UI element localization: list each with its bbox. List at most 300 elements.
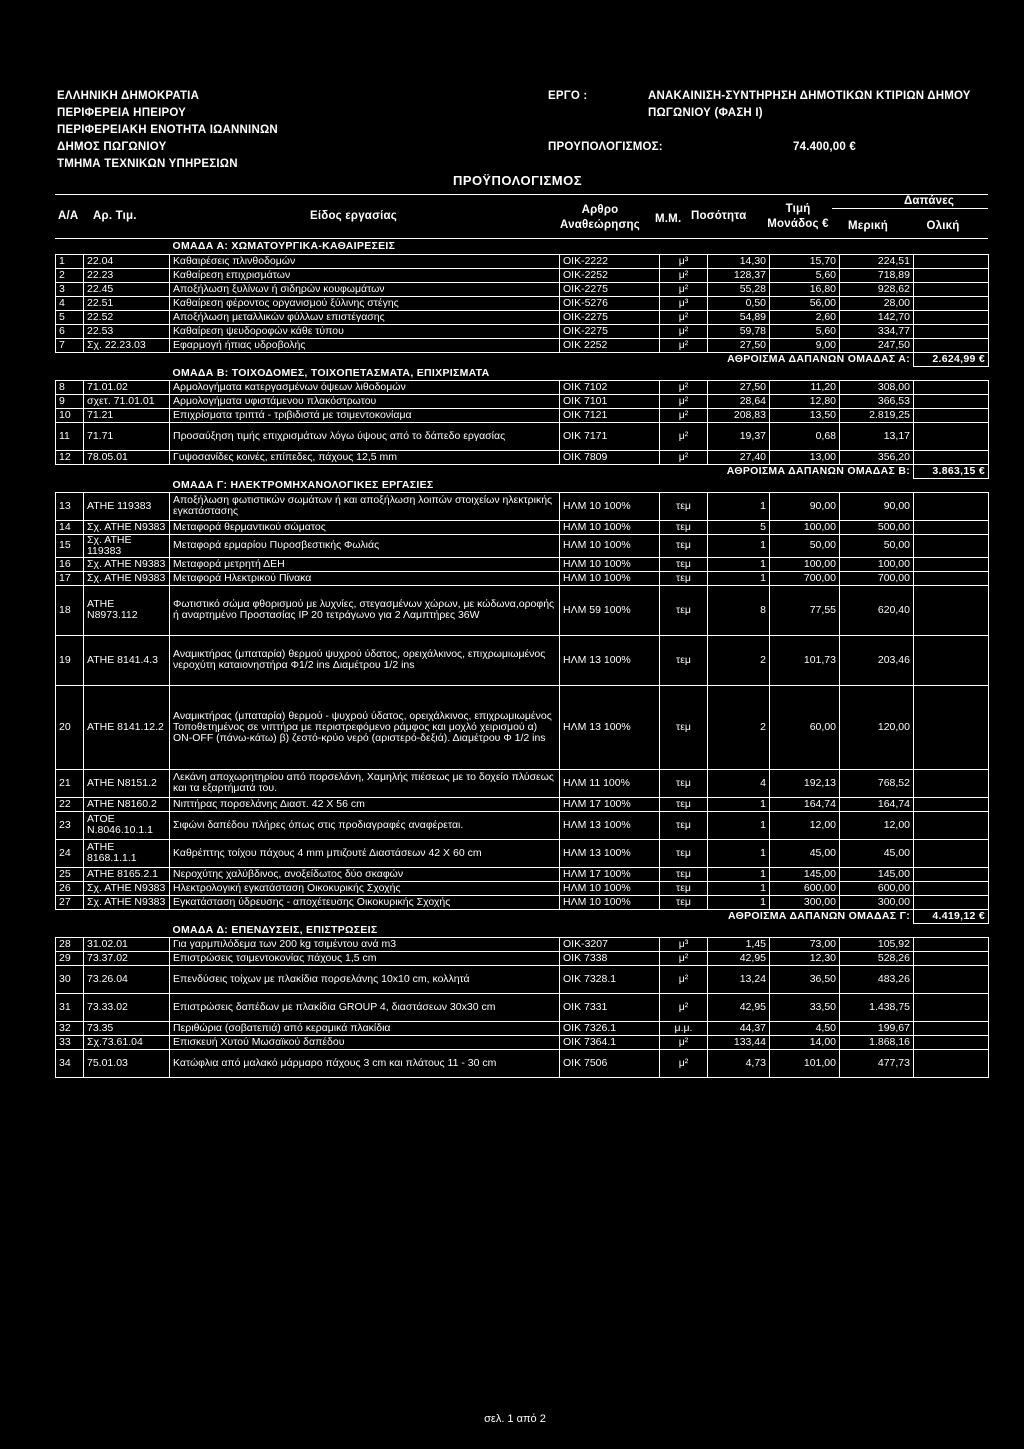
- cell-desc: Μεταφορά θερμαντικού σώματος: [170, 520, 560, 534]
- cell-aa: 8: [56, 380, 84, 394]
- cell-arthro: ΟΙΚ 2252: [560, 338, 660, 352]
- table-row: [56, 520, 989, 534]
- cell-aa: 12: [56, 450, 84, 464]
- cell-mm: τεμ: [660, 769, 708, 797]
- table-row: [56, 797, 989, 811]
- cell-partial: 300,00: [840, 895, 914, 909]
- cell-aa: 9: [56, 394, 84, 408]
- table-row: [56, 380, 989, 394]
- cell-price: 101,00: [770, 1049, 840, 1077]
- cell-qty: 8: [708, 585, 770, 635]
- cell-art: 31.02.01: [84, 937, 170, 951]
- table-row: [56, 895, 989, 909]
- cell-partial: 145,00: [840, 867, 914, 881]
- cell-total: [914, 685, 989, 769]
- cell-art: Σχ. ΑΤΗΕ Ν9383: [84, 881, 170, 895]
- cell-total: [914, 338, 989, 352]
- cell-aa: 23: [56, 811, 84, 839]
- cell-mm: τεμ: [660, 492, 708, 520]
- cell-price: 11,20: [770, 380, 840, 394]
- cell-partial: 164,74: [840, 797, 914, 811]
- cell-price: 101,73: [770, 635, 840, 685]
- cell-art: 22.52: [84, 310, 170, 324]
- cell-total: [914, 811, 989, 839]
- cell-price: 50,00: [770, 534, 840, 557]
- cell-desc: Αποξήλωση μεταλλικών φύλλων επιστέγασης: [170, 310, 560, 324]
- cell-aa: 2: [56, 268, 84, 282]
- org-line-4: ΔΗΜΟΣ ΠΩΓΩΝΙΟΥ: [57, 141, 167, 153]
- org-line-3: ΠΕΡΙΦΕΡΕΙΑΚΗ ΕΝΟΤΗΤΑ ΙΩΑΝΝΙΝΩΝ: [57, 124, 278, 136]
- cell-desc: Φωτιστικό σώμα φθορισμού με λυχνίες, στεγασμένων χώρων, με κώδωνα,οροφής ή αναρτημένο Προστασίας IP 20 τετράγωνο για 2 Λαμπτήρες 36W: [170, 585, 560, 635]
- project-name-2: ΠΩΓΩΝΙΟΥ (ΦΑΣΗ Ι): [648, 107, 763, 119]
- cell-total: [914, 296, 989, 310]
- cell-price: 12,80: [770, 394, 840, 408]
- cell-aa: 18: [56, 585, 84, 635]
- col-qty: Ποσότητα: [691, 210, 747, 222]
- table-row: [56, 965, 989, 993]
- cell-desc: Επιχρίσματα τριπτά - τριβιδιστά με τσιμεντοκονίαμα: [170, 408, 560, 422]
- cell-total: [914, 422, 989, 450]
- cell-art: ΑΤΗΕ Ν8973.112: [84, 585, 170, 635]
- cell-qty: 19,37: [708, 422, 770, 450]
- cell-total: [914, 571, 989, 585]
- col-price-2: Μονάδος €: [767, 218, 829, 230]
- cell-total: [914, 534, 989, 557]
- cell-partial: 308,00: [840, 380, 914, 394]
- table-row: [56, 685, 989, 769]
- cell-partial: 105,92: [840, 937, 914, 951]
- cell-desc: Λεκάνη αποχωρητηρίου από πορσελάνη, Χαμηλής πιέσεως με το δοχείο πλύσεως και τα εξαρτήματά του.: [170, 769, 560, 797]
- cell-mm: τεμ: [660, 881, 708, 895]
- cell-arthro: ΟΙΚ 7506: [560, 1049, 660, 1077]
- cell-aa: 20: [56, 685, 84, 769]
- cell-mm: τεμ: [660, 557, 708, 571]
- cell-arthro: ΟΙΚ 7331: [560, 993, 660, 1021]
- cell-desc: Καθαιρέσεις πλινθοδομών: [170, 254, 560, 268]
- cell-art: Σχ. 22.23.03: [84, 338, 170, 352]
- cell-arthro: ΗΛΜ 17 100%: [560, 797, 660, 811]
- cell-mm: μ.μ.: [660, 1021, 708, 1035]
- cell-arthro: ΗΛΜ 10 100%: [560, 895, 660, 909]
- group-sum-label: ΑΘΡΟΙΣΜΑ ΔΑΠΑΝΩΝ ΟΜΑΔΑΣ Γ:: [728, 909, 910, 922]
- cell-art: 71.71: [84, 422, 170, 450]
- cell-qty: 5: [708, 520, 770, 534]
- cell-arthro: ΗΛΜ 10 100%: [560, 520, 660, 534]
- org-line-1: ΕΛΛΗΝΙΚΗ ΔΗΜΟΚΡΑΤΙΑ: [57, 90, 200, 102]
- cell-total: [914, 635, 989, 685]
- cell-total: [914, 867, 989, 881]
- cell-art: ΑΤΗΕ 8168.1.1.1: [84, 839, 170, 867]
- cell-qty: 27,50: [708, 380, 770, 394]
- cell-art: 71.01.02: [84, 380, 170, 394]
- org-line-2: ΠΕΡΙΦΕΡΕΙΑ ΗΠΕΙΡΟΥ: [57, 107, 187, 119]
- group-title: ΟΜΑΔΑ Δ: ΕΠΕΝΔΥΣΕΙΣ, ΕΠΙΣΤΡΩΣΕΙΣ: [172, 923, 378, 936]
- cell-aa: 21: [56, 769, 84, 797]
- cell-aa: 11: [56, 422, 84, 450]
- cell-partial: 90,00: [840, 492, 914, 520]
- cell-total: [914, 520, 989, 534]
- cell-mm: τεμ: [660, 811, 708, 839]
- cell-art: 22.53: [84, 324, 170, 338]
- cell-total: [914, 1035, 989, 1049]
- cell-desc: Προσαύξηση τιμής επιχρισμάτων λόγω ύψους από το δάπεδο εργασίας: [170, 422, 560, 450]
- cell-aa: 14: [56, 520, 84, 534]
- cell-mm: μ²: [660, 408, 708, 422]
- cell-total: [914, 895, 989, 909]
- cell-partial: 120,00: [840, 685, 914, 769]
- cell-mm: μ²: [660, 965, 708, 993]
- cell-art: Σχ.73.61.04: [84, 1035, 170, 1049]
- cell-qty: 133,44: [708, 1035, 770, 1049]
- cell-arthro: ΟΙΚ 7338: [560, 951, 660, 965]
- cell-mm: τεμ: [660, 534, 708, 557]
- cell-total: [914, 797, 989, 811]
- cell-qty: 27,50: [708, 338, 770, 352]
- budget-label: ΠΡΟΥΠΟΛΟΓΙΣΜΟΣ:: [548, 141, 663, 153]
- group-sum-row: [56, 464, 989, 478]
- cell-mm: τεμ: [660, 520, 708, 534]
- group-sum-value: 4.419,12 €: [914, 909, 989, 923]
- cell-art: ΑΤΗΕ 8165.2.1: [84, 867, 170, 881]
- cell-partial: 28,00: [840, 296, 914, 310]
- cell-mm: μ³: [660, 254, 708, 268]
- page-number: σελ. 1 από 2: [484, 1413, 546, 1425]
- table-row: [56, 324, 989, 338]
- table-row: [56, 571, 989, 585]
- cell-art: 71.21: [84, 408, 170, 422]
- budget-value: 74.400,00 €: [793, 141, 856, 153]
- cell-arthro: ΟΙΚ-3207: [560, 937, 660, 951]
- cell-qty: 27,40: [708, 450, 770, 464]
- cell-partial: 700,00: [840, 571, 914, 585]
- cell-qty: 42,95: [708, 993, 770, 1021]
- cell-mm: μ²: [660, 993, 708, 1021]
- cell-desc: Νεροχύτης χαλύβδινος, ανοξείδωτος δύο σκαφών: [170, 867, 560, 881]
- cell-partial: 356,20: [840, 450, 914, 464]
- table-row: [56, 769, 989, 797]
- cell-desc: Καθαίρεση ψευδοροφών κάθε τύπου: [170, 324, 560, 338]
- cell-aa: 22: [56, 797, 84, 811]
- cell-qty: 1: [708, 895, 770, 909]
- cell-price: 145,00: [770, 867, 840, 881]
- cell-art: ΑΤΗΕ Ν8160.2: [84, 797, 170, 811]
- cell-qty: 1: [708, 492, 770, 520]
- group-sum-label: ΑΘΡΟΙΣΜΑ ΔΑΠΑΝΩΝ ΟΜΑΔΑΣ Α:: [727, 352, 910, 365]
- cell-partial: 1.868,16: [840, 1035, 914, 1049]
- cell-total: [914, 394, 989, 408]
- cell-mm: μ²: [660, 422, 708, 450]
- project-label: ΕΡΓΟ :: [548, 90, 588, 102]
- cell-qty: 1: [708, 797, 770, 811]
- cell-total: [914, 380, 989, 394]
- cell-total: [914, 937, 989, 951]
- cell-price: 60,00: [770, 685, 840, 769]
- cell-partial: 477,73: [840, 1049, 914, 1077]
- cell-total: [914, 450, 989, 464]
- cell-mm: τεμ: [660, 839, 708, 867]
- cell-aa: 3: [56, 282, 84, 296]
- cell-arthro: ΟΙΚ 7326.1: [560, 1021, 660, 1035]
- cell-aa: 30: [56, 965, 84, 993]
- table-row: [56, 635, 989, 685]
- cell-arthro: ΗΛΜ 10 100%: [560, 492, 660, 520]
- group-title: ΟΜΑΔΑ Α: ΧΩΜΑΤΟΥΡΓΙΚΑ-ΚΑΘΑΙΡΕΣΕΙΣ: [172, 240, 396, 253]
- cell-desc: Αναμικτήρας (μπαταρία) θερμού - ψυχρού ύδατος, ορειχάλκινος, επιχρωμιωμένος Τοποθετημένος σε νιπτήρα με περιστρεφόμενο ράμφος και μοχλό χειρισμού α) ON-OFF (πάνω-κάτω) β) ζεστό-κρύο νερό (αριστερό-δεξιά). Διαμέτρου Φ 1/2 ins: [170, 685, 560, 769]
- table-row: [56, 881, 989, 895]
- cell-aa: 6: [56, 324, 84, 338]
- cell-qty: 1: [708, 557, 770, 571]
- cell-mm: μ²: [660, 951, 708, 965]
- cell-price: 5,60: [770, 324, 840, 338]
- table-row: [56, 492, 989, 520]
- cell-desc: Επισκευή Χυτού Μωσαϊκού δαπέδου: [170, 1035, 560, 1049]
- table-row: [56, 1035, 989, 1049]
- cell-desc: Επενδύσεις τοίχων με πλακίδια πορσελάνης 10x10 cm, κολλητά: [170, 965, 560, 993]
- cell-mm: τεμ: [660, 895, 708, 909]
- cell-total: [914, 268, 989, 282]
- cell-partial: 620,40: [840, 585, 914, 635]
- cell-desc: Μεταφορά μετρητή ΔΕΗ: [170, 557, 560, 571]
- cell-total: [914, 993, 989, 1021]
- cell-total: [914, 769, 989, 797]
- col-total: Ολική: [926, 220, 960, 232]
- cell-qty: 44,37: [708, 1021, 770, 1035]
- cell-price: 77,55: [770, 585, 840, 635]
- col-desc: Είδος εργασίας: [310, 210, 397, 222]
- cell-qty: 1: [708, 571, 770, 585]
- cell-art: 22.23: [84, 268, 170, 282]
- cell-price: 15,70: [770, 254, 840, 268]
- cell-art: 73.33.02: [84, 993, 170, 1021]
- cell-desc: Εφαρμογή ήπιας υδροβολής: [170, 338, 560, 352]
- cell-price: 90,00: [770, 492, 840, 520]
- cell-arthro: ΟΙΚ 7102: [560, 380, 660, 394]
- cell-mm: μ³: [660, 296, 708, 310]
- table-row: [56, 993, 989, 1021]
- cell-aa: 24: [56, 839, 84, 867]
- cell-price: 4,50: [770, 1021, 840, 1035]
- cell-arthro: ΟΙΚ 7364.1: [560, 1035, 660, 1049]
- cell-arthro: ΟΙΚ 7171: [560, 422, 660, 450]
- table-row: [56, 450, 989, 464]
- group-sum-value: 3.863,15 €: [914, 464, 989, 478]
- cell-price: 13,50: [770, 408, 840, 422]
- cell-desc: Επιστρώσεις δαπέδων με πλακίδια GROUP 4, διαστάσεων 30x30 cm: [170, 993, 560, 1021]
- cell-mm: μ²: [660, 380, 708, 394]
- budget-table: [55, 240, 989, 1078]
- cell-arthro: ΟΙΚ 7809: [560, 450, 660, 464]
- cell-partial: 203,46: [840, 635, 914, 685]
- table-row: [56, 296, 989, 310]
- cell-total: [914, 1049, 989, 1077]
- cell-arthro: ΟΙΚ-2275: [560, 310, 660, 324]
- col-arthro-2: Αναθεώρησης: [560, 219, 640, 231]
- cell-mm: μ³: [660, 937, 708, 951]
- table-row: [56, 310, 989, 324]
- cell-qty: 28,64: [708, 394, 770, 408]
- group-title-row: [56, 240, 989, 254]
- cell-aa: 32: [56, 1021, 84, 1035]
- cell-aa: 25: [56, 867, 84, 881]
- group-sum-value: 2.624,99 €: [914, 352, 989, 366]
- cell-partial: 528,26: [840, 951, 914, 965]
- cell-qty: 2: [708, 635, 770, 685]
- cell-arthro: ΟΙΚ-2252: [560, 268, 660, 282]
- cell-art: Σχ. ΑΤΗΕ Ν9383: [84, 520, 170, 534]
- table-row: [56, 408, 989, 422]
- cell-price: 600,00: [770, 881, 840, 895]
- cell-qty: 55,28: [708, 282, 770, 296]
- cell-art: 73.35: [84, 1021, 170, 1035]
- cell-art: Σχ. ΑΤΗΕ Ν9383: [84, 571, 170, 585]
- cell-art: ΑΤΟΕ Ν.8046.10.1.1: [84, 811, 170, 839]
- cell-aa: 19: [56, 635, 84, 685]
- cell-partial: 224,51: [840, 254, 914, 268]
- cell-arthro: ΗΛΜ 10 100%: [560, 881, 660, 895]
- cell-mm: τεμ: [660, 585, 708, 635]
- cell-art: Σχ. ΑΤΗΕ 119383: [84, 534, 170, 557]
- table-row: [56, 839, 989, 867]
- cell-desc: Νιπτήρας πορσελάνης Διαστ. 42 Χ 56 cm: [170, 797, 560, 811]
- group-sum-label: ΑΘΡΟΙΣΜΑ ΔΑΠΑΝΩΝ ΟΜΑΔΑΣ Β:: [726, 464, 910, 477]
- cell-aa: 16: [56, 557, 84, 571]
- cell-mm: μ²: [660, 282, 708, 296]
- col-art: Αρ. Τιμ.: [93, 210, 137, 222]
- cell-partial: 500,00: [840, 520, 914, 534]
- cell-art: ΑΤΗΕ Ν8151.2: [84, 769, 170, 797]
- table-row: [56, 282, 989, 296]
- group-title-row: [56, 366, 989, 380]
- cell-arthro: ΟΙΚ 7101: [560, 394, 660, 408]
- cell-mm: μ²: [660, 268, 708, 282]
- cell-aa: 4: [56, 296, 84, 310]
- cell-desc: Καθαίρεση φέροντος οργανισμού ξύλινης στέγης: [170, 296, 560, 310]
- group-title: ΟΜΑΔΑ Γ: ΗΛΕΚΤΡΟΜΗΧΑΝΟΛΟΓΙΚΕΣ ΕΡΓΑΣΙΕΣ: [172, 478, 434, 491]
- cell-partial: 334,77: [840, 324, 914, 338]
- cell-mm: μ²: [660, 394, 708, 408]
- col-aa: Α/Α: [58, 210, 79, 222]
- cell-mm: τεμ: [660, 635, 708, 685]
- cell-partial: 45,00: [840, 839, 914, 867]
- cell-desc: Αποξήλωση ξυλίνων ή σιδηρών κουφωμάτων: [170, 282, 560, 296]
- cell-mm: μ²: [660, 310, 708, 324]
- table-row: [56, 951, 989, 965]
- cell-total: [914, 408, 989, 422]
- cell-desc: Καθρέπτης τοίχου πάχους 4 mm μπιζουτέ Διαστάσεων 42 Χ 60 cm: [170, 839, 560, 867]
- table-row: [56, 394, 989, 408]
- cell-price: 700,00: [770, 571, 840, 585]
- cell-aa: 33: [56, 1035, 84, 1049]
- cell-desc: Αρμολογήματα κατεργασμένων όψεων λιθοδομών: [170, 380, 560, 394]
- table-row: [56, 557, 989, 571]
- cell-aa: 27: [56, 895, 84, 909]
- table-row: [56, 338, 989, 352]
- cell-arthro: ΗΛΜ 10 100%: [560, 571, 660, 585]
- cell-total: [914, 254, 989, 268]
- cell-arthro: ΟΙΚ 7328.1: [560, 965, 660, 993]
- cell-price: 45,00: [770, 839, 840, 867]
- cell-total: [914, 282, 989, 296]
- cell-art: ΑΤΗΕ 119383: [84, 492, 170, 520]
- cell-desc: Αποξήλωση φωτιστικών σωμάτων ή και αποξήλωση λοιπών στοιχείων ηλεκτρικής εγκατάστασης: [170, 492, 560, 520]
- cell-mm: τεμ: [660, 797, 708, 811]
- cell-aa: 10: [56, 408, 84, 422]
- cell-price: 2,60: [770, 310, 840, 324]
- cell-qty: 4: [708, 769, 770, 797]
- cell-price: 9,00: [770, 338, 840, 352]
- cell-desc: Για γαρμπιλόδεμα των 200 kg τσιμέντου ανά m3: [170, 937, 560, 951]
- cell-art: ΑΤΗΕ 8141.12.2: [84, 685, 170, 769]
- cell-partial: 600,00: [840, 881, 914, 895]
- cell-price: 192,13: [770, 769, 840, 797]
- cell-partial: 718,89: [840, 268, 914, 282]
- cell-qty: 0,50: [708, 296, 770, 310]
- cell-total: [914, 310, 989, 324]
- cell-price: 16,80: [770, 282, 840, 296]
- cell-partial: 100,00: [840, 557, 914, 571]
- cell-art: 75.01.03: [84, 1049, 170, 1077]
- cell-desc: Γυψοσανίδες κοινές, επίπεδες, πάχους 12,5 mm: [170, 450, 560, 464]
- table-row: [56, 422, 989, 450]
- cell-aa: 31: [56, 993, 84, 1021]
- table-row: [56, 254, 989, 268]
- cell-arthro: ΗΛΜ 13 100%: [560, 839, 660, 867]
- cell-price: 14,00: [770, 1035, 840, 1049]
- cell-price: 36,50: [770, 965, 840, 993]
- cell-aa: 34: [56, 1049, 84, 1077]
- group-title-row: [56, 923, 989, 937]
- cell-partial: 50,00: [840, 534, 914, 557]
- cell-desc: Ηλεκτρολογική εγκατάσταση Οικοκυρικής Σχοχής: [170, 881, 560, 895]
- cell-qty: 208,83: [708, 408, 770, 422]
- cell-qty: 1: [708, 534, 770, 557]
- cell-price: 56,00: [770, 296, 840, 310]
- col-mm: Μ.Μ.: [655, 213, 682, 225]
- cell-art: 22.45: [84, 282, 170, 296]
- cell-aa: 7: [56, 338, 84, 352]
- project-name-1: ΑΝΑΚΑΙΝΙΣΗ-ΣΥΝΤΗΡΗΣΗ ΔΗΜΟΤΙΚΩΝ ΚΤΙΡΙΩΝ ΔΗΜΟΥ: [648, 90, 971, 102]
- cell-partial: 1.438,75: [840, 993, 914, 1021]
- cell-partial: 2.819,25: [840, 408, 914, 422]
- cell-price: 33,50: [770, 993, 840, 1021]
- table-row: [56, 534, 989, 557]
- cell-arthro: ΗΛΜ 13 100%: [560, 635, 660, 685]
- cell-desc: Καθαίρεση επιχρισμάτων: [170, 268, 560, 282]
- group-sum-row: [56, 352, 989, 366]
- cell-desc: Εγκατάσταση ύδρευσης - αποχέτευσης Οικοκυρικής Σχοχής: [170, 895, 560, 909]
- cell-qty: 1: [708, 811, 770, 839]
- cell-arthro: ΗΛΜ 17 100%: [560, 867, 660, 881]
- cell-arthro: ΟΙΚ-5276: [560, 296, 660, 310]
- cell-arthro: ΗΛΜ 10 100%: [560, 534, 660, 557]
- cell-aa: 28: [56, 937, 84, 951]
- table-row: [56, 1049, 989, 1077]
- cell-total: [914, 492, 989, 520]
- cell-price: 100,00: [770, 520, 840, 534]
- cell-price: 12,00: [770, 811, 840, 839]
- cell-art: 73.26.04: [84, 965, 170, 993]
- cell-arthro: ΗΛΜ 59 100%: [560, 585, 660, 635]
- cell-partial: 928,62: [840, 282, 914, 296]
- cell-partial: 366,53: [840, 394, 914, 408]
- table-row: [56, 268, 989, 282]
- cell-aa: 13: [56, 492, 84, 520]
- cell-partial: 247,50: [840, 338, 914, 352]
- org-line-5: ΤΜΗΜΑ ΤΕΧΝΙΚΩΝ ΥΠΗΡΕΣΙΩΝ: [57, 158, 238, 170]
- cell-qty: 59,78: [708, 324, 770, 338]
- cell-partial: 142,70: [840, 310, 914, 324]
- cell-partial: 483,26: [840, 965, 914, 993]
